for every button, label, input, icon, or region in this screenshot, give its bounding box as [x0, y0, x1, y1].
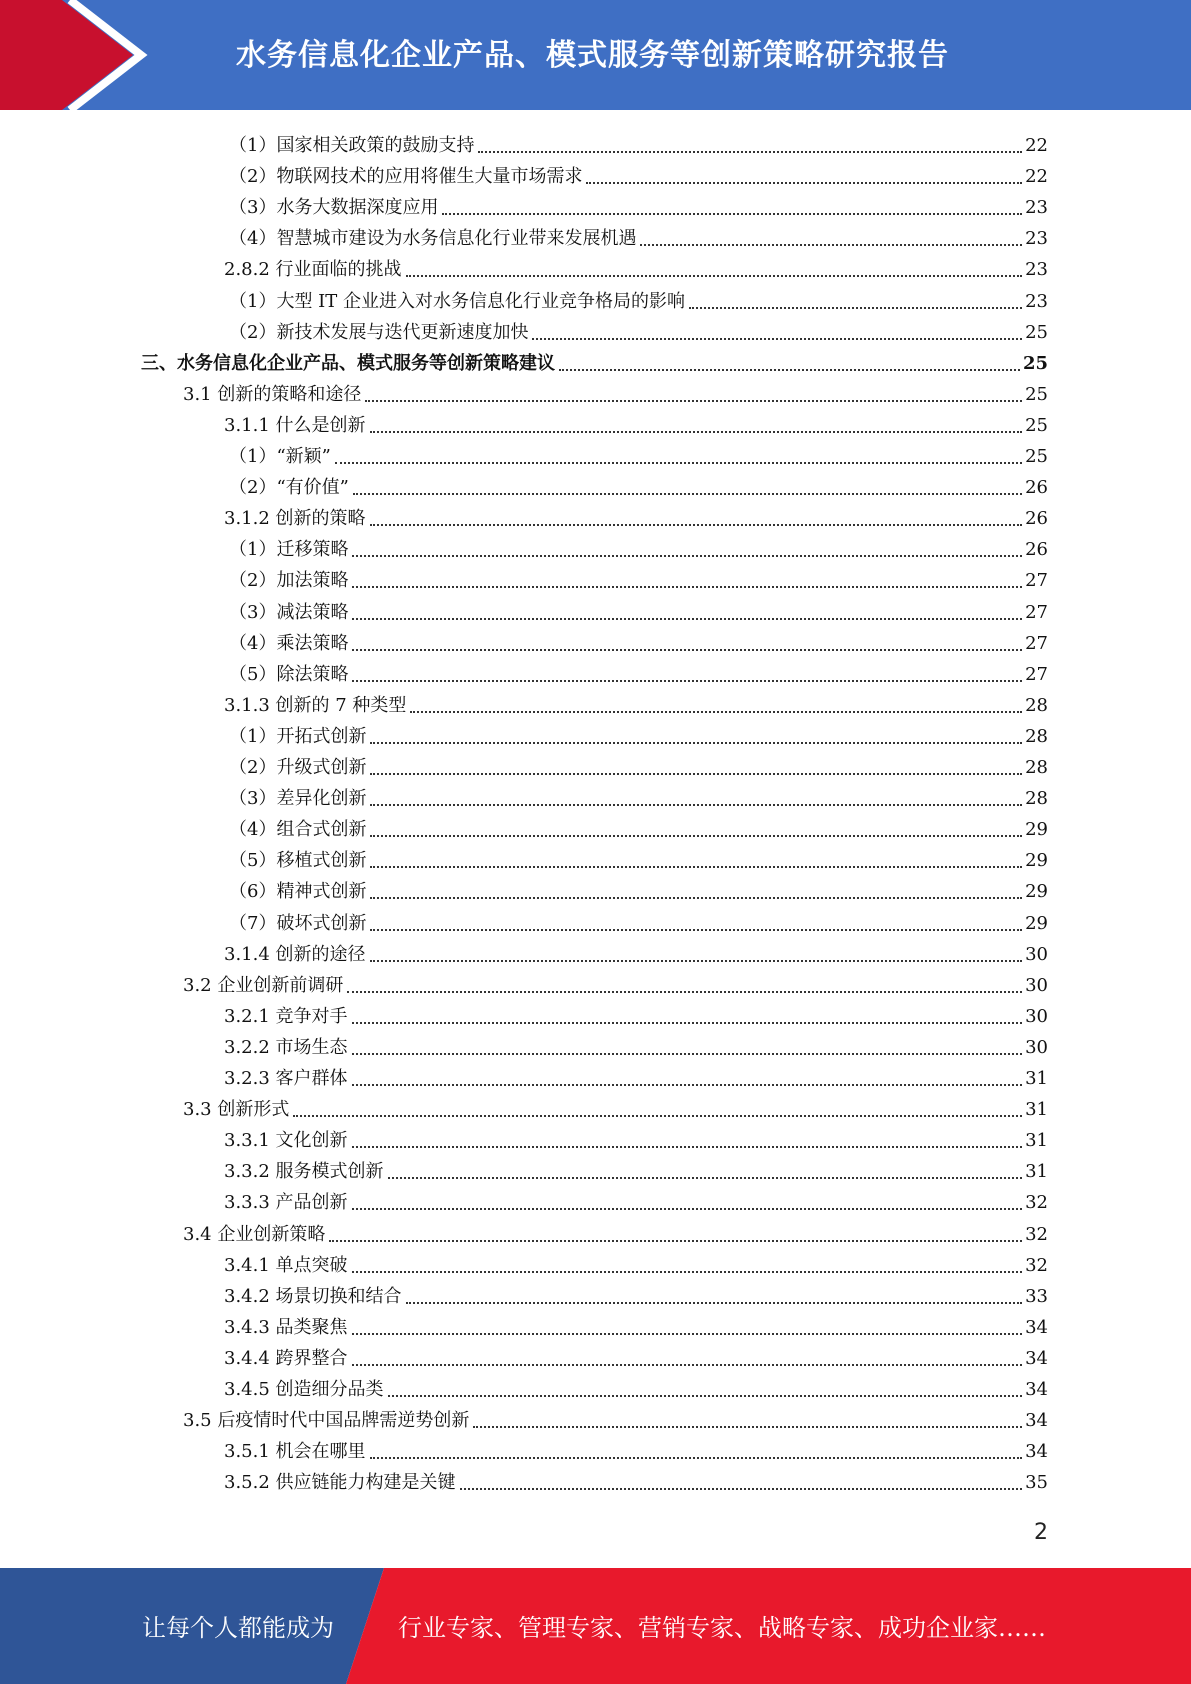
- toc-dot-leader: [640, 244, 1022, 246]
- toc-entry-page: 30: [1025, 974, 1048, 996]
- toc-dot-leader: [352, 1022, 1023, 1024]
- toc-entry-page: 28: [1025, 725, 1048, 747]
- toc-dot-leader: [352, 1364, 1023, 1366]
- toc-entry[interactable]: [229, 905, 1048, 936]
- toc-entry-page: 27: [1025, 601, 1048, 623]
- toc-entry-label: （2）物联网技术的应用将催生大量市场需求: [229, 166, 583, 188]
- toc-entry[interactable]: [229, 562, 1048, 593]
- toc-entry-page: 34: [1025, 1410, 1048, 1432]
- toc-entry[interactable]: [224, 687, 1048, 718]
- toc-entry-label: 3.1.4 创新的途径: [224, 943, 366, 965]
- toc-dot-leader: [352, 555, 1022, 557]
- toc-entry-label: 3.5.2 供应链能力构建是关键: [224, 1472, 456, 1494]
- toc-dot-leader: [410, 711, 1022, 713]
- toc-entry-label: （1）迁移策略: [229, 539, 349, 561]
- toc-entry-page: 32: [1025, 1223, 1048, 1245]
- toc-entry-page: 26: [1025, 508, 1048, 530]
- toc-entry-page: 23: [1025, 228, 1048, 250]
- toc-entry[interactable]: [229, 811, 1048, 842]
- toc-entry-page: 28: [1025, 788, 1048, 810]
- toc-dot-leader: [370, 804, 1022, 806]
- toc-entry-page: 25: [1022, 352, 1048, 374]
- toc-entry-page: 29: [1025, 819, 1048, 841]
- toc-entry[interactable]: [183, 376, 1048, 407]
- toc-entry[interactable]: [224, 1371, 1048, 1402]
- toc-dot-leader: [352, 680, 1022, 682]
- toc-dot-leader: [370, 742, 1022, 744]
- toc-dot-leader: [460, 1488, 1023, 1490]
- toc-entry-label: 3.2.3 客户群体: [224, 1068, 348, 1089]
- toc-dot-leader: [370, 866, 1022, 868]
- toc-entry[interactable]: [229, 283, 1048, 314]
- toc-entry-label: 3.1.1 什么是创新: [224, 414, 366, 436]
- toc-entry[interactable]: [229, 189, 1048, 220]
- toc-entry[interactable]: [224, 1278, 1048, 1309]
- toc-dot-leader: [335, 462, 1022, 464]
- toc-dot-leader: [388, 1177, 1023, 1179]
- toc-entry-label: （5）移植式创新: [229, 850, 367, 872]
- toc-entry-page: 31: [1025, 1099, 1048, 1121]
- toc-entry-label: （7）破坏式创新: [229, 912, 367, 934]
- toc-entry[interactable]: [229, 127, 1048, 158]
- toc-dot-leader: [473, 1426, 1022, 1428]
- toc-entry-page: 28: [1025, 694, 1048, 716]
- toc-entry-page: 32: [1025, 1192, 1048, 1214]
- toc-entry-page: 31: [1025, 1161, 1048, 1183]
- toc-entry-page: 23: [1025, 259, 1048, 281]
- toc-entry[interactable]: [229, 469, 1048, 500]
- toc-entry[interactable]: [141, 345, 1048, 376]
- toc-entry[interactable]: [183, 1402, 1048, 1433]
- toc-entry-label: 3.3.2 服务模式创新: [224, 1161, 384, 1183]
- toc-dot-leader: [586, 182, 1022, 184]
- toc-entry-page: 29: [1025, 912, 1048, 934]
- toc-entry[interactable]: [224, 1464, 1048, 1495]
- toc-dot-leader: [478, 151, 1022, 153]
- toc-entry[interactable]: [183, 1216, 1048, 1247]
- toc-entry-label: 2.8.2 行业面临的挑战: [224, 259, 402, 281]
- toc-entry-page: 26: [1025, 477, 1048, 499]
- toc-dot-leader: [388, 1395, 1023, 1397]
- toc-dot-leader: [406, 275, 1023, 277]
- toc-entry-page: 25: [1025, 383, 1048, 405]
- toc-dot-leader: [370, 431, 1023, 433]
- toc-entry-page: 34: [1025, 1379, 1048, 1400]
- toc-entry-page: 27: [1025, 570, 1048, 592]
- toc-entry[interactable]: [224, 1122, 1048, 1153]
- toc-entry-page: 27: [1025, 663, 1048, 685]
- toc-entry-label: （5）除法策略: [229, 663, 349, 685]
- toc-entry-page: 22: [1025, 135, 1048, 156]
- toc-entry-label: （2）升级式创新: [229, 757, 367, 778]
- toc-dot-leader: [370, 524, 1023, 526]
- toc-dot-leader: [370, 897, 1022, 899]
- toc-entry[interactable]: [229, 718, 1048, 749]
- page-footer: [0, 1568, 1191, 1684]
- toc-entry[interactable]: [229, 314, 1048, 345]
- toc-entry[interactable]: [229, 780, 1048, 811]
- toc-dot-leader: [532, 338, 1022, 340]
- toc-entry-page: 34: [1025, 1347, 1048, 1369]
- toc-dot-leader: [329, 1240, 1022, 1242]
- toc-entry-label: 3.4 企业创新策略: [183, 1223, 326, 1245]
- page-header: [0, 0, 1191, 110]
- toc-entry[interactable]: [224, 1340, 1048, 1371]
- toc-entry-page: 34: [1025, 1441, 1048, 1463]
- toc-dot-leader: [352, 1053, 1023, 1055]
- toc-entry[interactable]: [183, 1091, 1048, 1122]
- toc-entry-label: 3.3.3 产品创新: [224, 1192, 348, 1214]
- toc-dot-leader: [370, 960, 1023, 962]
- toc-dot-leader: [352, 649, 1022, 651]
- toc-entry-label: （4）乘法策略: [229, 632, 349, 654]
- toc-entry-page: 29: [1025, 850, 1048, 872]
- toc-entry[interactable]: [224, 1153, 1048, 1184]
- toc-entry-page: 22: [1025, 166, 1048, 188]
- toc-entry-label: （1）开拓式创新: [229, 725, 367, 747]
- toc-entry[interactable]: [224, 1029, 1048, 1060]
- toc-dot-leader: [352, 1084, 1023, 1086]
- toc-entry[interactable]: [224, 1060, 1048, 1091]
- toc-entry[interactable]: [229, 749, 1048, 780]
- toc-entry-label: （3）减法策略: [229, 601, 349, 623]
- toc-entry-page: 23: [1025, 290, 1048, 312]
- toc-entry[interactable]: [224, 998, 1048, 1029]
- toc-dot-leader: [347, 991, 1022, 993]
- toc-entry-label: 3.3 创新形式: [183, 1099, 290, 1121]
- toc-entry-page: 33: [1025, 1285, 1048, 1307]
- toc-dot-leader: [365, 400, 1022, 402]
- toc-entry[interactable]: [229, 438, 1048, 469]
- toc-entry[interactable]: [224, 1433, 1048, 1464]
- toc-entry-label: 3.5.1 机会在哪里: [224, 1441, 366, 1463]
- toc-entry[interactable]: [229, 656, 1048, 687]
- toc-entry[interactable]: [224, 500, 1048, 531]
- toc-entry-label: 3.4.4 跨界整合: [224, 1347, 348, 1369]
- toc-dot-leader: [352, 586, 1022, 588]
- toc-entry-page: 28: [1025, 757, 1048, 778]
- toc-entry-label: （6）精神式创新: [229, 881, 367, 903]
- toc-entry[interactable]: [224, 1247, 1048, 1278]
- toc-entry[interactable]: [224, 1309, 1048, 1340]
- toc-entry-label: （2）加法策略: [229, 570, 349, 592]
- toc-dot-leader: [352, 1333, 1023, 1335]
- toc-entry-label: 3.2.2 市场生态: [224, 1036, 348, 1058]
- toc-entry[interactable]: [229, 842, 1048, 873]
- toc-entry-label: 3.4.2 场景切换和结合: [224, 1285, 402, 1307]
- toc-dot-leader: [352, 618, 1022, 620]
- toc-entry-label: 3.4.5 创造细分品类: [224, 1379, 384, 1400]
- toc-entry-label: （4）组合式创新: [229, 819, 367, 841]
- toc-entry-page: 27: [1025, 632, 1048, 654]
- toc-entry-label: 3.3.1 文化创新: [224, 1130, 348, 1152]
- toc-entry-label: （1）国家相关政策的鼓励支持: [229, 135, 475, 156]
- toc-entry-label: 3.2.1 竞争对手: [224, 1005, 348, 1027]
- toc-entry-label: （4）智慧城市建设为水务信息化行业带来发展机遇: [229, 228, 637, 250]
- toc-dot-leader: [406, 1302, 1023, 1304]
- toc-entry-label: 3.4.3 品类聚焦: [224, 1316, 348, 1338]
- toc-entry[interactable]: [224, 407, 1048, 438]
- footer-slogan-right: 行业专家、管理专家、营销专家、战略专家、成功企业家……: [398, 1614, 1046, 1642]
- toc-entry-page: 30: [1025, 1005, 1048, 1027]
- toc-entry-label: （1）大型 IT 企业进入对水务信息化行业竞争格局的影响: [229, 290, 686, 312]
- toc-entry-label: （1）“新颖”: [229, 446, 331, 467]
- toc-dot-leader: [370, 835, 1022, 837]
- toc-entry-page: 25: [1025, 414, 1048, 436]
- toc-entry[interactable]: [229, 594, 1048, 625]
- toc-dot-leader: [370, 773, 1022, 775]
- toc-entry-page: 30: [1025, 943, 1048, 965]
- toc-entry-page: 25: [1025, 446, 1048, 467]
- toc-dot-leader: [352, 1271, 1023, 1273]
- toc-entry-page: 35: [1025, 1472, 1048, 1494]
- toc-entry-label: 三、水务信息化企业产品、模式服务等创新策略建议: [141, 352, 555, 374]
- toc-entry-label: 3.4.1 单点突破: [224, 1254, 348, 1276]
- toc-entry-page: 30: [1025, 1036, 1048, 1058]
- page-number: 2: [1034, 1520, 1048, 1545]
- footer-slogan-left: 让每个人都能成为: [142, 1614, 334, 1642]
- toc-entry-page: 26: [1025, 539, 1048, 561]
- toc-dot-leader: [353, 493, 1022, 495]
- toc-dot-leader: [559, 369, 1020, 371]
- toc-entry-page: 23: [1025, 197, 1048, 219]
- toc-entry-label: （3）水务大数据深度应用: [229, 197, 439, 219]
- toc-dot-leader: [293, 1115, 1022, 1117]
- toc-entry[interactable]: [229, 220, 1048, 251]
- toc-dot-leader: [370, 929, 1022, 931]
- toc-entry[interactable]: [229, 873, 1048, 904]
- toc-dot-leader: [370, 1457, 1023, 1459]
- toc-entry-label: （2）“有价值”: [229, 477, 349, 499]
- toc-dot-leader: [442, 213, 1022, 215]
- toc-dot-leader: [352, 1146, 1023, 1148]
- toc-entry-page: 31: [1025, 1130, 1048, 1152]
- toc-entry-page: 29: [1025, 881, 1048, 903]
- toc-entry-label: 3.1 创新的策略和途径: [183, 383, 362, 405]
- toc-entry[interactable]: [229, 531, 1048, 562]
- toc-entry[interactable]: [183, 967, 1048, 998]
- toc-entry[interactable]: [224, 251, 1048, 282]
- toc-entry-label: 3.1.2 创新的策略: [224, 508, 366, 530]
- toc-entry-label: （3）差异化创新: [229, 788, 367, 810]
- toc-entry-label: 3.5 后疫情时代中国品牌需逆势创新: [183, 1410, 470, 1432]
- toc-entry-page: 25: [1025, 321, 1048, 343]
- toc-entry-label: （2）新技术发展与迭代更新速度加快: [229, 321, 529, 343]
- toc-entry[interactable]: [224, 936, 1048, 967]
- toc-entry[interactable]: [229, 625, 1048, 656]
- toc-dot-leader: [352, 1208, 1023, 1210]
- toc-entry-page: 34: [1025, 1316, 1048, 1338]
- toc-entry[interactable]: [229, 158, 1048, 189]
- toc-entry-label: 3.2 企业创新前调研: [183, 974, 344, 996]
- toc-dot-leader: [689, 307, 1022, 309]
- toc-entry-label: 3.1.3 创新的 7 种类型: [224, 694, 407, 716]
- report-title: 水务信息化企业产品、模式服务等创新策略研究报告: [236, 38, 949, 73]
- toc-entry-page: 32: [1025, 1254, 1048, 1276]
- toc-entry[interactable]: [224, 1184, 1048, 1215]
- toc-entry-page: 31: [1025, 1068, 1048, 1089]
